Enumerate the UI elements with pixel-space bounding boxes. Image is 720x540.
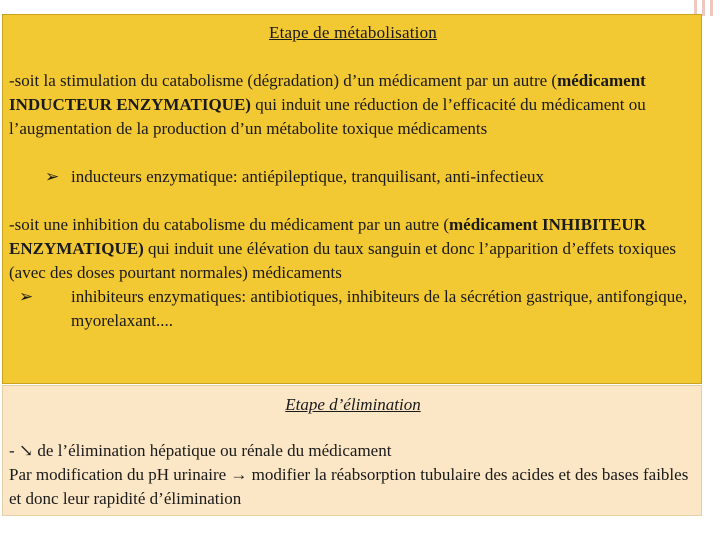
elimination-line-1: - ↘ de l’élimination hépatique ou rénale du médicament <box>9 441 392 460</box>
bullet-arrow-icon: ➢ <box>45 167 60 186</box>
inhibitor-text-suffix: qui induit une élévation du taux sanguin et donc l’apparition d’effets toxiques (avec des doses pourtant normales) médicaments <box>9 239 676 282</box>
elimination-line-2: Par modification du pH urinaire → modifier la réabsorption tubulaire des acides et des bases faibles et donc leur rapidité d’élimination <box>9 465 689 508</box>
inhibitor-text-prefix: -soit une inhibition du catabolisme du médicament par un autre ( <box>9 215 449 234</box>
inducer-paragraph <box>9 69 697 141</box>
inducer-text-suffix: qui induit une réduction de l’efficacité du médicament ou l’augmentation de la production d’un métabolite toxique médicaments <box>9 95 646 138</box>
inhibitor-bullet <box>19 285 695 333</box>
bullet-arrow-icon: ➢ <box>19 287 34 306</box>
inducer-bold-term: médicament INDUCTEUR ENZYMATIQUE) <box>9 71 646 114</box>
inducer-text-prefix: -soit la stimulation du catabolisme (dégradation) d’un médicament par un autre ( <box>9 71 558 90</box>
elimination-panel <box>2 385 702 516</box>
inhibitor-bold-term: médicament INHIBITEUR ENZYMATIQUE) <box>9 215 646 258</box>
inducer-bullet-text: inducteurs enzymatique: antiépileptique, tranquilisant, anti-infectieux <box>71 167 545 186</box>
inhibitor-paragraph <box>9 213 697 285</box>
metabolism-panel <box>2 14 702 384</box>
inducer-bullet <box>45 165 695 189</box>
metabolism-title: Etape de métabolisation <box>269 23 437 42</box>
inhibitor-bullet-text: inhibiteurs enzymatiques: antibiotiques, inhibiteurs de la sécrétion gastrique, antifongique, myorelaxant.... <box>71 287 688 330</box>
elimination-title: Etape d’élimination <box>285 395 421 414</box>
